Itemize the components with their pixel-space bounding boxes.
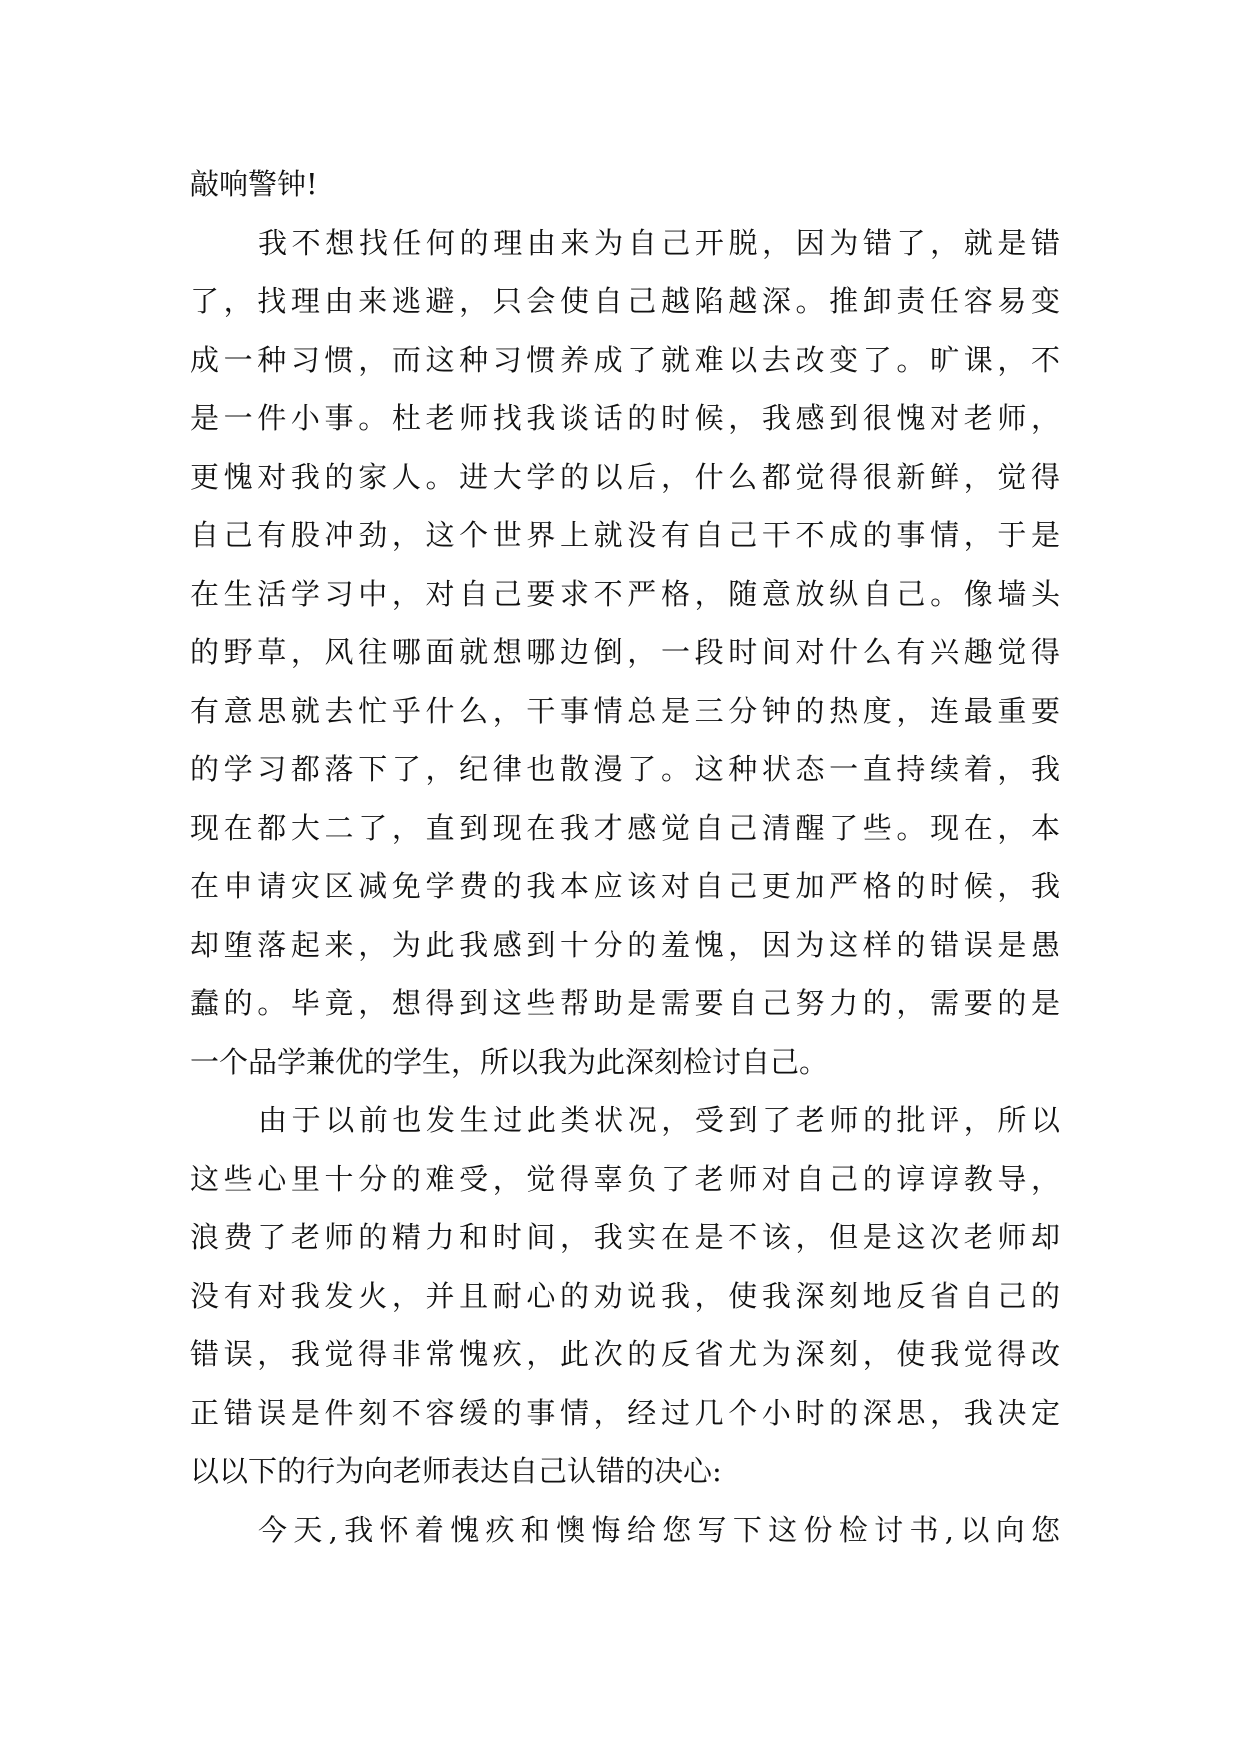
text-line: 是一件小事。杜老师找我谈话的时候，我感到很愧对老师，	[190, 401, 1060, 435]
paragraph-first-line: 今天,我怀着愧疚和懊悔给您写下这份检讨书,以向您	[258, 1512, 1060, 1547]
text-line: 现在都大二了，直到现在我才感觉自己清醒了些。现在，本	[190, 810, 1060, 845]
text-line: 没有对我发火，并且耐心的劝说我，使我深刻地反省自己的	[190, 1278, 1060, 1313]
text-line: 了，找理由来逃避，只会使自己越陷越深。推卸责任容易变	[190, 284, 1060, 318]
text-line: 的学习都落下了，纪律也散漫了。这种状态一直持续着，我	[190, 752, 1060, 786]
text-line: 敲响警钟!	[190, 167, 318, 201]
text-line: 成一种习惯，而这种习惯养成了就难以去改变了。旷课，不	[190, 342, 1060, 377]
text-line: 自己有股冲劲，这个世界上就没有自己干不成的事情，于是	[190, 518, 1060, 552]
paragraph-last-line: 以以下的行为向老师表达自己认错的决心:	[190, 1454, 722, 1488]
text-line: 有意思就去忙乎什么，干事情总是三分钟的热度，连最重要	[190, 693, 1060, 728]
paragraph-first-line: 我不想找任何的理由来为自己开脱，因为错了，就是错	[258, 225, 1060, 260]
text-line: 浪费了老师的精力和时间，我实在是不该，但是这次老师却	[190, 1220, 1060, 1254]
text-line: 更愧对我的家人。进大学的以后，什么都觉得很新鲜，觉得	[190, 459, 1060, 494]
text-line: 的野草，风往哪面就想哪边倒，一段时间对什么有兴趣觉得	[190, 635, 1060, 669]
text-line: 在生活学习中，对自己要求不严格，随意放纵自己。像墙头	[190, 576, 1060, 611]
paragraph-first-line: 由于以前也发生过此类状况，受到了老师的批评，所以	[258, 1103, 1060, 1137]
text-line: 这些心里十分的难受，觉得辜负了老师对自己的谆谆教导，	[190, 1161, 1060, 1196]
text-line: 在申请灾区减免学费的我本应该对自己更加严格的时候，我	[190, 869, 1060, 903]
paragraph-last-line: 一个品学兼优的学生，所以我为此深刻检讨自己。	[190, 1044, 829, 1079]
text-line: 蠢的。毕竟，想得到这些帮助是需要自己努力的，需要的是	[190, 986, 1060, 1020]
text-line: 错误，我觉得非常愧疚，此次的反省尤为深刻，使我觉得改	[190, 1337, 1060, 1371]
text-line: 正错误是件刻不容缓的事情，经过几个小时的深思，我决定	[190, 1395, 1060, 1430]
document-body	[190, 155, 1060, 1559]
text-line: 却堕落起来，为此我感到十分的羞愧，因为这样的错误是愚	[190, 927, 1060, 962]
